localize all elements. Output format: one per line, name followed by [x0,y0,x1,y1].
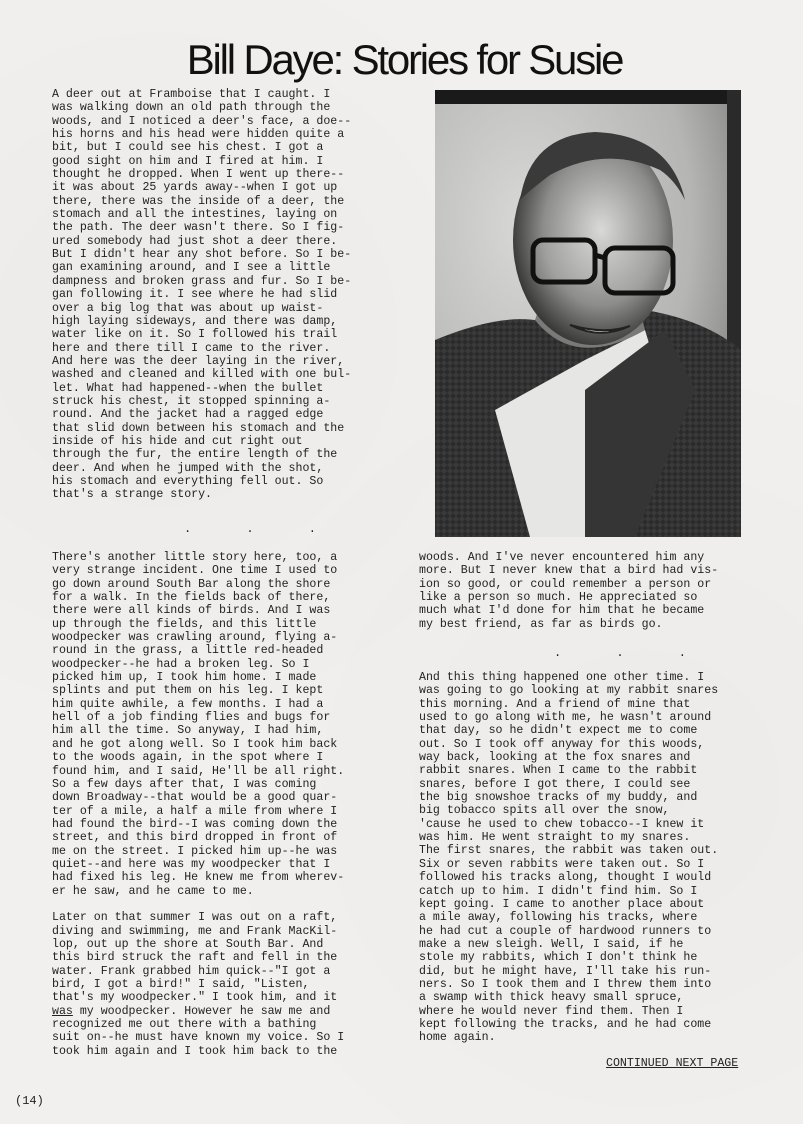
text-line: had fixed his leg. He knew me from wherev- [52,871,345,885]
text-line: bird, I got a bird!" I said, "Listen, [52,978,310,991]
text-line: ured somebody had just shot a deer there. [52,234,338,248]
text-line: Six or seven rabbits were taken out. So I [419,857,705,871]
text-line: stomach and all the intestines, laying on [52,208,338,222]
text-line: my best friend, as far as birds go. [419,617,663,631]
text-line: er he saw, and he came to me. [52,884,254,898]
text-line: struck his chest, it stopped spinning a- [52,394,331,408]
text-line: round in the grass, a little red-headed [52,644,324,658]
text-line: did, but he might have, I'll take his run- [419,964,712,978]
text-line: to the woods again, in the spot where I [52,751,324,765]
text-line: his horns and his head were hidden quite a [52,128,345,142]
text-line: a mile away, following his tracks, where [419,911,698,925]
text-line: So a few days after that, I was coming [52,777,317,791]
story-woodpecker [52,551,344,1058]
text-line: through the fur, the entire length of the [52,448,338,462]
text-line: woodpecker--he had a broken leg. So I [52,657,310,671]
text-line: ter of a mile, a half a mile from where I [52,804,338,818]
text-line: And this thing happened one other time. I [419,671,705,684]
text-line: followed his tracks along, thought I would [419,871,712,885]
text-line: let. What had happened--when the bullet [52,381,324,395]
text-line: that slid down between his stomach and the [52,421,345,435]
text-line: the path. The deer wasn't there. So I fig- [52,221,345,235]
text-line: was him. He went straight to my snares. [419,831,691,845]
text-line: kept following the tracks, and he had come [419,1017,712,1031]
text-line: the big snowshoe tracks of my buddy, and [419,791,698,805]
text-line: that's my woodpecker." I took him, and it [52,991,338,1005]
text-line: this morning. And a friend of mine that [419,697,691,711]
text-line: But I didn't hear any shot before. So I be- [52,248,352,262]
text-line: gan following it. I see where he had slid [52,288,338,302]
text-line: inside of his hide and cut right out [52,434,303,448]
text-line: dampness and broken grass and fur. So I be- [52,274,352,288]
text-line: diving and swimming, me and Frank MacKil- [52,924,338,938]
text-line: suit on--he must have known my voice. So I [52,1031,345,1045]
text-line: was going to go looking at my rabbit snares [419,684,719,698]
text-line: rabbit snares. When I came to the rabbit [419,764,698,778]
text-line: was walking down an old path through the [52,101,331,115]
story-deer [52,88,351,502]
text-line: splints and put them on his leg. I kept [52,684,324,698]
text-line: used to go along with me, he wasn't around [419,711,712,725]
page-number: (14) [15,1094,44,1108]
text-line: like a person so much. He appreciated so [419,591,698,605]
text-line: Later on that summer I was out on a raft, [52,911,338,925]
text-line: picked him up, I took him home. I made [52,671,317,685]
text-line: me on the street. I picked him up--he was [52,844,338,858]
text-line: took him again and I took him back to the [52,1044,338,1058]
text-line: where he would never find them. Then I [419,1004,684,1018]
page-title: Bill Daye: Stories for Susie [186,36,623,83]
text-line: ion so good, or could remember a person or [419,577,712,591]
text-line: this bird struck the raft and fell in the [52,951,338,965]
text-line: that's a strange story. [52,488,213,502]
text-line: he had cut a couple of hardwood runners to [419,924,712,938]
text-line: good sight on him and I fired at him. I [52,154,324,168]
section-separator: . . . [554,646,711,660]
text-line: more. But I never knew that a bird had vis- [419,564,719,578]
text-line: stole my rabbits, which I don't think he [419,951,698,965]
text-line: kept going. I came to another place about [419,897,705,911]
text-line: go down around South Bar along the shore [52,577,331,591]
text-line: up through the fields, and this little [52,617,317,631]
text-line: ners. So I took them and I threw them into [419,977,712,991]
text-line: thought he dropped. When I went up there-- [52,168,345,182]
text-line: big tobacco spits all over the snow, [419,804,670,818]
text-line: out. So I took off anyway for this woods, [419,737,705,751]
text-line: catch up to him. I didn't find him. So I [419,884,698,898]
text-line: high laying sideways, and there was damp, [52,314,338,328]
text-line: make a new sleigh. Well, I said, if he [419,937,684,951]
text-line: A deer out at Framboise that I caught. I [52,88,331,101]
text-line: much what I'd done for him that he became [419,604,705,618]
text-line: him quite awhile, a few months. I had a [52,697,324,711]
text-line: lop, out up the shore at South Bar. And [52,937,324,951]
text-line: woods. And I've never encountered him any [419,551,705,564]
section-separator: . . . [184,522,341,536]
text-line: 'cause he used to chew tobacco--I knew it [419,817,705,831]
text-line: woodpecker was crawling around, flying a- [52,631,338,645]
text-line: water. Frank grabbed him quick--"I got a [52,964,331,978]
text-line: way back, looking at the fox snares and [419,751,691,765]
text-line: there, there was the inside of a deer, the [52,194,345,208]
text-line: And here was the deer laying in the river, [52,354,345,368]
text-line: a swamp with thick heavy small spruce, [419,991,684,1005]
text-line: bit, but I could see his chest. I got a [52,141,324,155]
text-line: snares, before I got there, I could see [419,777,691,791]
text-line: for a walk. In the fields back of there, [52,591,331,605]
continued-next-page-label: CONTINUED NEXT PAGE [606,1057,739,1070]
text-line: it was about 25 yards away--when I got up [52,181,338,195]
text-line: was my woodpecker. However he saw me and [52,1004,331,1018]
text-line: over a big log that was about up waist- [52,301,324,315]
text-line: washed and cleaned and killed with one bul- [52,368,352,382]
portrait-photo [435,90,741,537]
text-line: very strange incident. One time I used to [52,564,338,578]
text-line: The first snares, the rabbit was taken out. [419,844,719,858]
text-line: and he got along well. So I took him back [52,737,338,751]
text-line: street, and this bird dropped in front of [52,831,338,845]
text-line: his stomach and everything fell out. So [52,474,324,488]
text-line: water like on it. So I followed his trail [52,328,338,342]
text-line: There's another little story here, too, a [52,551,338,564]
text-line: gan examining around, and I see a little [52,261,331,275]
story-rabbit-snares [419,671,718,1045]
text-line: here and there till I came to the river. [52,341,331,355]
emphasis: was [52,1004,73,1018]
text-line: had found the bird--I was coming down the [52,817,338,831]
story-woodpecker-continued [419,551,718,631]
text-line: him all the time. So anyway, I had him, [52,724,324,738]
portrait-illustration [435,90,741,537]
text-line: recognized me out there with a bathing [52,1018,317,1032]
text-line: woods, and I noticed a deer's face, a doe-- [52,114,352,128]
text-line: that day, so he didn't expect me to come [419,724,698,738]
text-line: down Broadway--that would be a good quar- [52,791,338,805]
paragraph-gap [52,898,344,911]
text-line: home again. [419,1031,496,1045]
text-line: round. And the jacket had a ragged edge [52,408,324,422]
text-line: quiet--and here was my woodpecker that I [52,857,331,871]
text-line: hell of a job finding flies and bugs for [52,711,331,725]
text-line: found him, and I said, He'll be all right. [52,764,345,778]
text-line: deer. And when he jumped with the shot, [52,461,324,475]
text-line: there were all kinds of birds. And I was [52,604,331,618]
